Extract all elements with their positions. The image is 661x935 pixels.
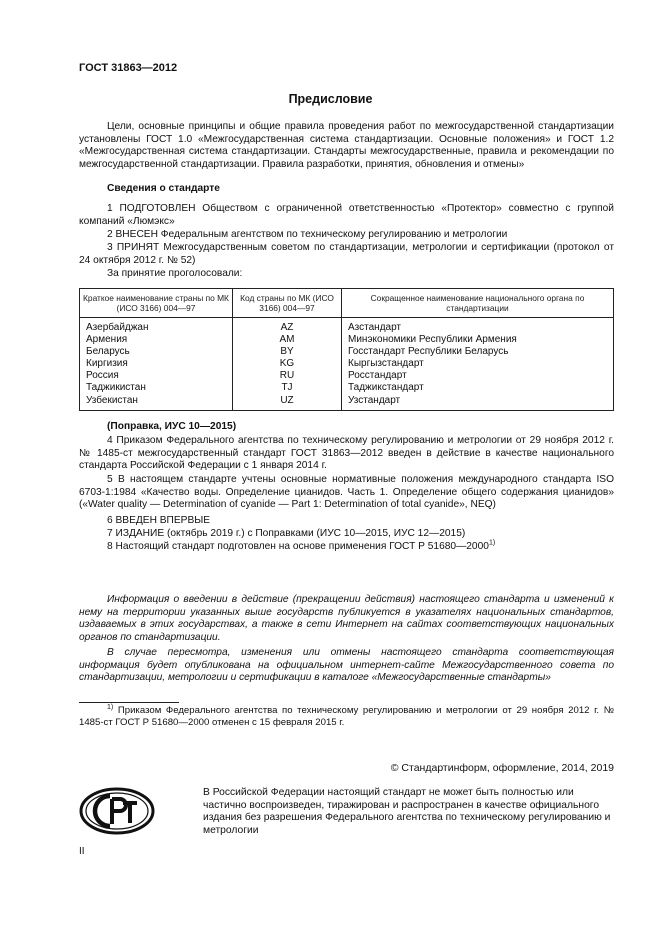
table-row [80, 334, 614, 346]
table-row [80, 318, 614, 335]
body-cell: Азстандарт [348, 322, 402, 333]
item-3: 3 ПРИНЯТ Межгосударственным советом по стандартизации, метрологии и сертификации (протокол от 24 октября 2012 г. № 52) [79, 242, 614, 266]
info-italic-1: Информация о введении в действие (прекращении действия) настоящего стандарта и изменений к нему на территории указанных выше государств публикуется в указателях национальных стандартов, издаваемых в этих государствах, а также в сети Интернет на сайтах соответствующих национальных органов по стандартизации. [79, 594, 614, 643]
body-cell: Госстандарт Республики Беларусь [348, 346, 509, 358]
item-5: 5 В настоящем стандарте учтены основные нормативные положения международного стандарта ISO 6703-1:1984 «Качество воды. Определение цианидов. Часть 1. Определение общего содержания цианидов» («Water quality — Determination of cyanide — Part 1: Determination of total cyanide», NEQ) [79, 474, 614, 511]
table-row [80, 346, 614, 358]
footnote-divider [79, 702, 179, 703]
country-cell: Таджикистан [80, 382, 233, 394]
country-cell: Армения [80, 334, 233, 346]
item-6: 6 ВВЕДЕН ВПЕРВЫЕ [107, 515, 211, 526]
table-row [80, 370, 614, 382]
info-italic-2: В случае пересмотра, изменения или отмены настоящего стандарта соответствующая информация будет опубликована на официальном интернет-сайте Межгосударственного совета по стандартизации, метрологии и сертификации в каталоге «Межгосударственные стандарты» [79, 647, 614, 684]
copyright: © Стандартинформ, оформление, 2014, 2019 [390, 762, 614, 774]
page-number: II [79, 846, 85, 857]
item-7: 7 ИЗДАНИЕ (октябрь 2019 г.) с Поправками (ИУС 10—2015, ИУС 12—2015) [107, 528, 466, 539]
table-row [80, 382, 614, 394]
body-cell: Кыргызстандарт [348, 358, 424, 370]
item-8-text: 8 Настоящий стандарт подготовлен на основе применения ГОСТ Р 51680—2000 [107, 541, 489, 552]
item-2: 2 ВНЕСЕН Федеральным агентством по техническому регулированию и метрологии [107, 229, 508, 240]
preface-title: Предисловие [288, 92, 373, 106]
code-cell: RU [233, 370, 342, 382]
table-header-code: Код страны по МК (ИСО 3166) 004—97 [233, 289, 342, 318]
member-states-table [79, 288, 614, 411]
body-cell: Узстандарт [348, 394, 401, 406]
preface-intro: Цели, основные принципы и общие правила проведения работ по межгосударственной стандартизации установлены ГОСТ 1.0 «Межгосударственная система стандартизации. Основные положения» и ГОСТ 1.2 «Межгосударственная система стандартизации. Стандарты межгосударственные, правила и рекомендации по межгосударственной стандартизации. Правила разработки, принятия, обновления и отмены» [79, 121, 614, 170]
table-row [80, 395, 614, 411]
item-4: 4 Приказом Федерального агентства по техническому регулированию и метрологии от 29 ноября 2012 г. № 1485-ст межгосударственный стандарт ГОСТ 31863—2012 введен в действие в качестве национального стандарта Российской Федерации с 1 января 2014 г. [79, 435, 614, 472]
country-cell: Азербайджан [80, 318, 233, 335]
footnote-mark: 1) [107, 703, 114, 711]
code-cell: BY [233, 346, 342, 358]
info-heading: Сведения о стандарте [107, 183, 220, 194]
body-cell: Таджикстандарт [348, 382, 424, 394]
country-cell: Киргизия [80, 358, 233, 370]
voted-label: За принятие проголосовали: [107, 268, 243, 279]
code-cell: KG [233, 358, 342, 370]
code-cell: AM [233, 334, 342, 346]
footnote-ref: 1) [488, 539, 496, 547]
item-1: 1 ПОДГОТОВЛЕН Обществом с ограниченной ответственностью «Протектор» совместно с группой компаний «Люмэкс» [79, 203, 614, 227]
code-cell: UZ [233, 395, 342, 411]
footnote [79, 705, 614, 729]
document-code: ГОСТ 31863—2012 [79, 62, 178, 74]
rights-notice: В Российской Федерации настоящий стандарт не может быть полностью или частично воспроизведен, тиражирован и распространен в качестве официального издания без разрешения Федерального агентства по техническому регулированию и метрологии [203, 787, 611, 836]
table-header-row [80, 289, 614, 318]
code-cell: AZ [233, 318, 342, 335]
country-cell: Беларусь [80, 346, 233, 358]
rst-logo-icon [79, 787, 155, 835]
body-cell: Минэкономики Республики Армения [348, 334, 517, 346]
table-header-body: Сокращенное наименование национального органа по стандартизации [342, 289, 614, 318]
body-cell: Росстандарт [348, 370, 407, 382]
table-row [80, 358, 614, 370]
code-cell: TJ [233, 382, 342, 394]
country-cell: Узбекистан [80, 395, 233, 411]
amendment-note: (Поправка, ИУС 10—2015) [107, 421, 237, 432]
item-8 [79, 541, 614, 554]
footnote-text: Приказом Федерального агентства по техническому регулированию и метрологии от 29 ноября 2012 г. № 1485-ст ГОСТ Р 51680—2000 отменен с 15 февраля 2015 г. [79, 705, 614, 728]
country-cell: Россия [80, 370, 233, 382]
table-header-country: Краткое наименование страны по МК (ИСО 3166) 004—97 [80, 289, 233, 318]
